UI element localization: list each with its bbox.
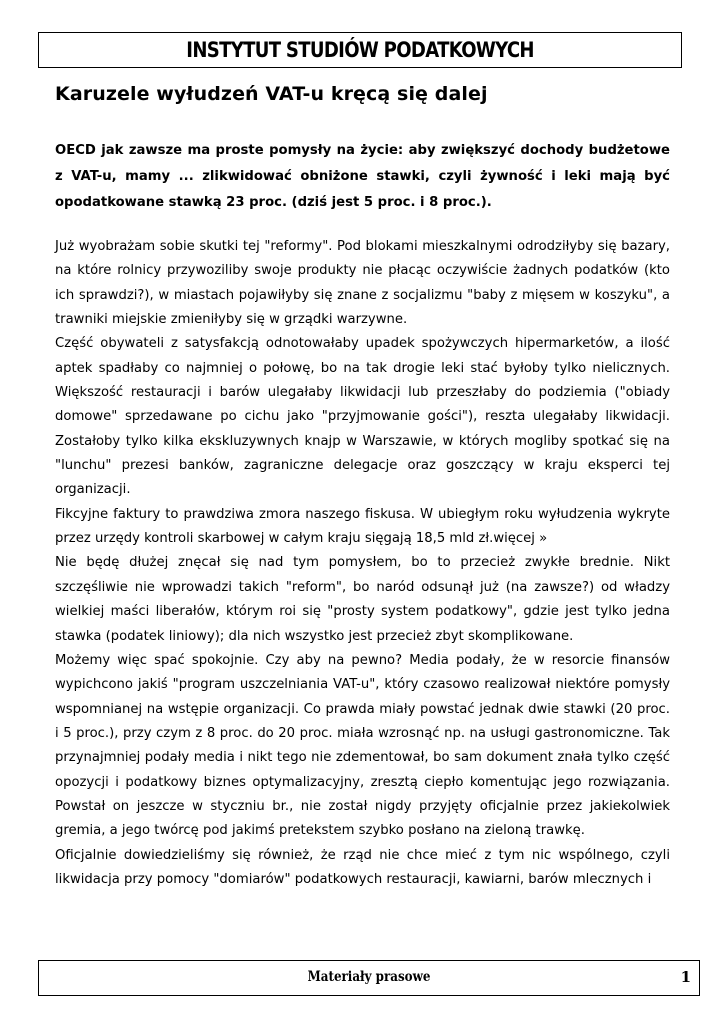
article-paragraph: Oficjalnie dowiedzieliśmy się również, że rząd nie chce mieć z tym nic wspólnego, czyli likwidacja przy pomocy "domiarów" podatkowych restauracji, kawiarni, barów mlecznych i xyxy=(55,847,670,887)
article-paragraph: Możemy więc spać spokojnie. Czy aby na pewno? Media podały, że w resorcie finansów wypichcono jakiś "program uszczelniania VAT-u", który czasowo realizował niektóre pomysły wspomnianej na wstępie organizacji. Co prawda miały powstać jednak dwie stawki (20 proc. i 5 proc.), przy czym z 8 proc. do 20 proc. miała wzrosnąć np. na usługi gastronomiczne. Tak przynajmniej podały media i nikt tego nie zdementował, bo sam dokument znała tylko część opozycji i podatkowy biznes optymalizacyjny, zresztą ciepło komentując jego rozwiązania. Powstał on jeszcze w styczniu br., nie został nigdy przyjęty oficjalnie przez jakiekolwiek gremia, a jego twórcę pod jakimś pretekstem szybko posłano na zieloną trawkę. xyxy=(55,652,670,839)
article-body xyxy=(55,235,670,892)
footer-label: Materiały prasowe xyxy=(307,969,431,985)
article-paragraph: Nie będę dłużej znęcał się nad tym pomysłem, bo to przecież zwykłe brednie. Nikt szczęśliwie nie wprowadzi takich "reform", bo naród odsunął już (na zawsze?) od władzy wielkiej maści liberałów, którym roi się "prosty system podatkowy", gdzie jest tylko jedna stawka (podatek liniowy); dla nich wszystko jest przecież zbyt skomplikowane. xyxy=(55,555,670,644)
article-paragraph: Już wyobrażam sobie skutki tej "reformy". Pod blokami mieszkalnymi odrodziłyby się bazary, na które rolnicy przywoziliby swoje produkty nie płacąc oczywiście żadnych podatków (kto ich sprawdzi?), w miastach pojawiłyby się znane z socjalizmu "baby z mięsem w koszyku", a trawniki miejskie zmieniłyby się w grządki warzywne. xyxy=(55,239,670,328)
header-box xyxy=(38,32,682,68)
article-paragraph: Fikcyjne faktury to prawdziwa zmora naszego fiskusa. W ubiegłym roku wyłudzenia wykryte przez urzędy kontroli skarbowej w całym kraju sięgają 18,5 mld zł.więcej » xyxy=(55,506,670,547)
footer-box xyxy=(38,960,700,996)
article-lead: OECD jak zawsze ma proste pomysły na życie: aby zwiększyć dochody budżetowe z VAT-u, mamy ... zlikwidować obniżone stawki, czyli żywność i leki mają być opodatkowane stawką 23 proc. (dziś jest 5 proc. i 8 proc.). xyxy=(55,143,670,210)
article-title: Karuzele wyłudzeń VAT-u kręcą się dalej xyxy=(55,83,488,105)
institute-title: INSTYTUT STUDIÓW PODATKOWYCH xyxy=(186,38,534,62)
page-number: 1 xyxy=(680,968,691,986)
article-paragraph: Część obywateli z satysfakcją odnotowałaby upadek spożywczych hipermarketów, a ilość aptek spadłaby co najmniej o połowę, bo na tak drogie leki stać byłoby tylko nielicznych. Większość restauracji i barów ulegałaby likwidacji lub przeszłaby do podziemia ("obiady domowe" sprzedawane po cichu jako "przyjmowanie gości"), reszta ulegałaby likwidacji. Zostałoby tylko kilka ekskluzywnych knajp w Warszawie, w których mogliby spotkać się na "lunchu" prezesi banków, zagraniczne delegacje oraz goszczący w kraju eksperci tej organizacji. xyxy=(55,336,670,498)
